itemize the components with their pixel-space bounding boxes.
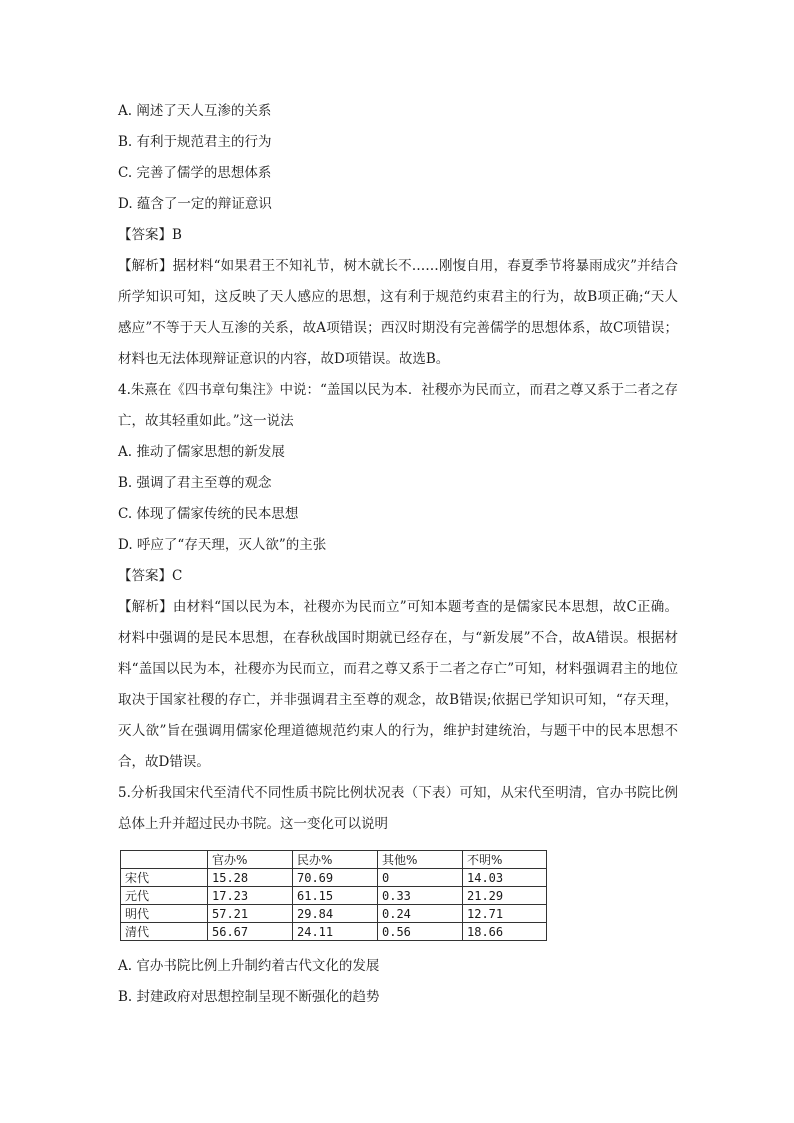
table-header-row (121, 851, 547, 869)
table-cell: 70.69 (293, 869, 378, 887)
q4-option-d: D. 呼应了“存天理，灭人欲”的主张 (118, 537, 327, 553)
table-cell: 56.67 (208, 923, 293, 941)
table-cell: 12.71 (463, 905, 547, 923)
q4-analysis (118, 592, 678, 778)
table-row (121, 905, 547, 923)
table-cell: 0.24 (378, 905, 463, 923)
table-cell: 57.21 (208, 905, 293, 923)
table-cell: 0 (378, 869, 463, 887)
table-header-cell: 民办% (293, 851, 378, 869)
q4-stem: 4.朱熹在《四书章句集注》中说：“盖国以民为本．社稷亦为民而立，而君之尊又系于二者之存亡，故其轻重如此。”这一说法 (118, 382, 678, 429)
q4-analysis-label: 【解析】 (118, 599, 173, 615)
table-header-cell: 其他% (378, 851, 463, 869)
q3-option-d: D. 蕴含了一定的辩证意识 (118, 196, 272, 212)
q4-answer-value: C (172, 568, 183, 584)
q3-analysis-label: 【解析】 (118, 258, 173, 274)
q4-answer-label: 【答案】 (118, 568, 172, 584)
q3-answer (118, 220, 678, 251)
q4-option-a: A. 推动了儒家思想的新发展 (118, 444, 285, 460)
table-cell: 明代 (121, 905, 208, 923)
document-page (118, 96, 678, 1013)
table-cell: 61.15 (293, 887, 378, 905)
table-row (121, 869, 547, 887)
q3-answer-value: B (172, 227, 182, 243)
table-cell: 0.56 (378, 923, 463, 941)
q3-option-b: B. 有利于规范君主的行为 (118, 134, 272, 150)
table-cell: 元代 (121, 887, 208, 905)
q3-answer-label: 【答案】 (118, 227, 172, 243)
q5-stem: 5.分析我国宋代至清代不同性质书院比例状况表（下表）可知，从宋代至明清，官办书院比例总体上升并超过民办书院。这一变化可以说明 (118, 785, 678, 832)
q3-analysis-text: 据材料“如果君王不知礼节，树木就长不……刚愎自用，春夏季节将暴雨成灾”并结合所学知识可知，这反映了天人感应的思想，这有利于规范约束君主的行为，故B项正确;“天人感应”不等于天人互渗的关系，故A项错误；西汉时期没有完善儒学的思想体系，故C项错误；材料也无法体现辩证意识的内容，故D项错误。故选B。 (118, 258, 678, 367)
table-cell: 29.84 (293, 905, 378, 923)
q4-option-b: B. 强调了君主至尊的观念 (118, 475, 272, 491)
q4-answer (118, 561, 678, 592)
table-cell: 宋代 (121, 869, 208, 887)
q3-option-c: C. 完善了儒学的思想体系 (118, 165, 272, 181)
q3-analysis (118, 251, 678, 375)
table-row (121, 887, 547, 905)
table-row (121, 923, 547, 941)
table-cell: 0.33 (378, 887, 463, 905)
table-cell: 14.03 (463, 869, 547, 887)
q4-option-c: C. 体现了儒家传统的民本思想 (118, 506, 299, 522)
q4-analysis-text: 由材料“国以民为本，社稷亦为民而立”可知本题考查的是儒家民本思想，故C正确。材料中强调的是民本思想，在春秋战国时期就已经存在，与“新发展”不合，故A错误。根据材料“盖国以民为本，社稷亦为民而立，而君之尊又系于二者之存亡”可知，材料强调君主的地位取决于国家社稷的存亡，并非强调君主至尊的观念，故B错误;依据已学知识可知，“存天理，灭人欲”旨在强调用儒家伦理道德规范约束人的行为，维护封建统治，与题干中的民本思想不合，故D错误。 (118, 599, 678, 770)
table-header-cell: 不明% (463, 851, 547, 869)
table-cell: 21.29 (463, 887, 547, 905)
academy-ratio-table (120, 850, 547, 941)
table-header-cell: 官办% (208, 851, 293, 869)
table-cell: 24.11 (293, 923, 378, 941)
table-cell: 18.66 (463, 923, 547, 941)
q5-option-a: A. 官办书院比例上升制约着古代文化的发展 (118, 958, 380, 974)
table-cell: 17.23 (208, 887, 293, 905)
q3-option-a: A. 阐述了天人互渗的关系 (118, 103, 272, 119)
table-header-cell (121, 851, 208, 869)
table-cell: 15.28 (208, 869, 293, 887)
table-cell: 清代 (121, 923, 208, 941)
q5-option-b: B. 封建政府对思想控制呈现不断强化的趋势 (118, 989, 380, 1005)
